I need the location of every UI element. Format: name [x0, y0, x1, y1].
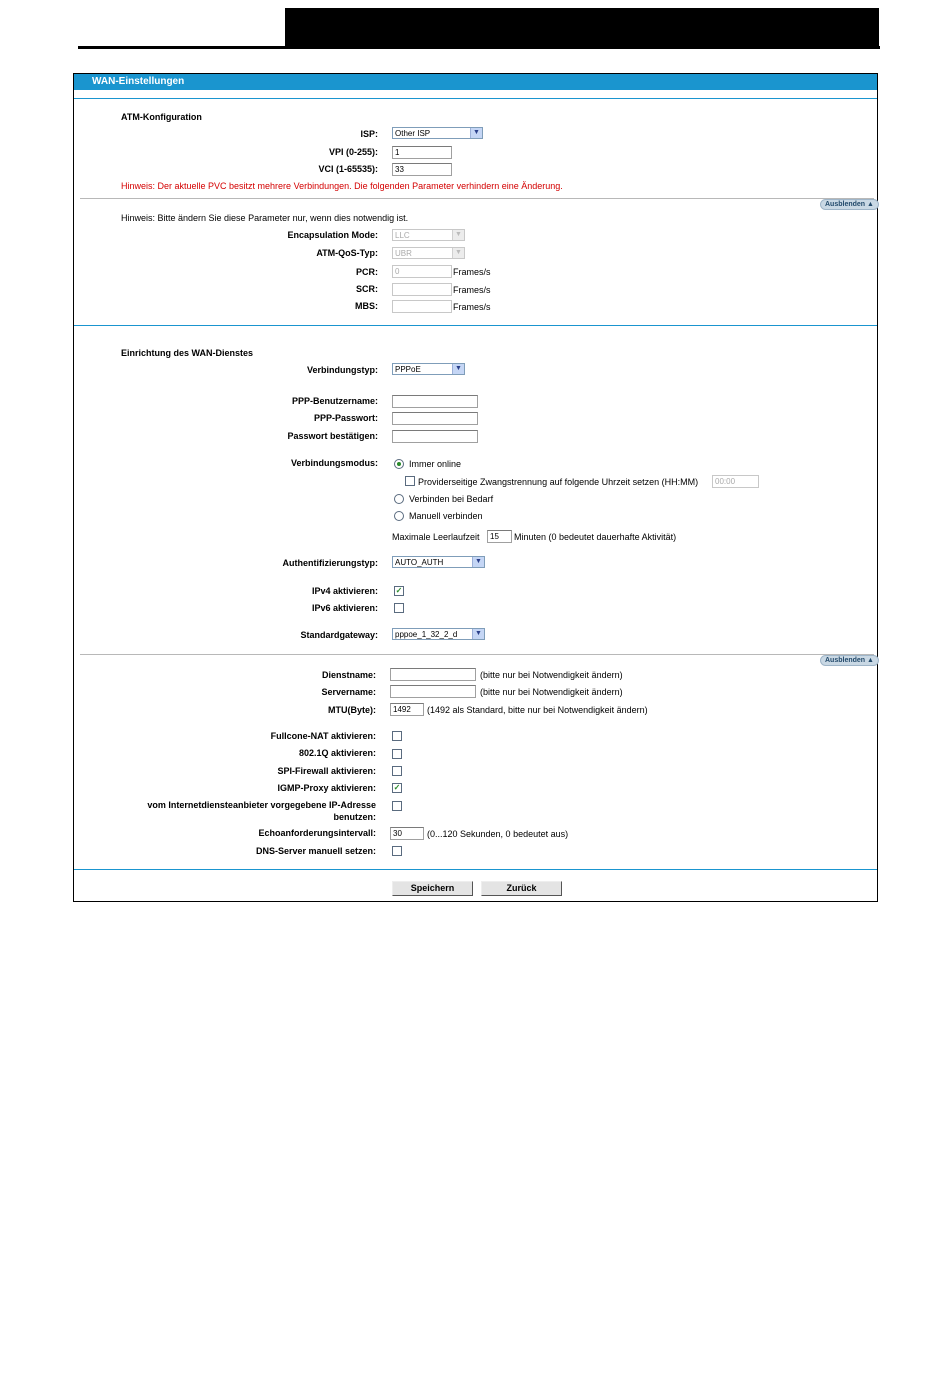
ipv6-checkbox[interactable]: [394, 603, 404, 613]
isp-label: ISP:: [360, 129, 378, 139]
scr-input[interactable]: [392, 283, 452, 296]
mode-always-label: Immer online: [409, 459, 462, 469]
hide-button[interactable]: Ausblenden ▲: [820, 199, 879, 210]
back-button[interactable]: Zurück: [481, 881, 562, 896]
vpi-input[interactable]: 1: [392, 146, 452, 159]
encap-select[interactable]: LLC ▼: [392, 229, 465, 241]
radio-on-demand[interactable]: [394, 494, 404, 504]
ppp-user-input[interactable]: [392, 395, 478, 408]
pcr-input[interactable]: 0: [392, 265, 452, 278]
chevron-down-icon: ▼: [452, 248, 464, 258]
forced-time-input[interactable]: 00:00: [712, 475, 759, 488]
divider: [80, 654, 874, 655]
idle-time-label: Maximale Leerlaufzeit: [392, 532, 480, 542]
save-button[interactable]: Speichern: [392, 881, 473, 896]
divider: [74, 869, 877, 870]
wan-section-title: Einrichtung des WAN-Dienstes: [121, 348, 254, 358]
conn-mode-label: Verbindungsmodus:: [290, 458, 378, 468]
mode-demand-label: Verbinden bei Bedarf: [409, 494, 494, 504]
conn-type-select[interactable]: PPPoE ▼: [392, 363, 465, 375]
fullcone-nat-checkbox[interactable]: [392, 731, 402, 741]
radio-manual[interactable]: [394, 511, 404, 521]
isp-ip-label-cont: benutzen:: [333, 812, 376, 822]
spi-firewall-checkbox[interactable]: [392, 766, 402, 776]
pcr-label: PCR:: [356, 267, 378, 277]
scr-unit: Frames/s: [453, 285, 491, 295]
igmp-proxy-label: IGMP-Proxy aktivieren:: [277, 783, 376, 793]
mtu-input[interactable]: 1492: [390, 703, 424, 716]
auth-type-label: Authentifizierungstyp:: [282, 558, 378, 568]
echo-interval-input[interactable]: 30: [390, 827, 424, 840]
confirm-pass-input[interactable]: [392, 430, 478, 443]
service-name-hint: (bitte nur bei Notwendigkeit ändern): [480, 670, 623, 680]
server-name-input[interactable]: [390, 685, 476, 698]
vlan-8021q-label: 802.1Q aktivieren:: [298, 748, 376, 758]
divider: [80, 198, 874, 199]
mtu-label: MTU(Byte):: [328, 705, 376, 715]
server-name-label: Servername:: [321, 687, 376, 697]
auth-type-select[interactable]: AUTO_AUTH ▼: [392, 556, 485, 568]
server-name-hint: (bitte nur bei Notwendigkeit ändern): [480, 687, 623, 697]
chevron-down-icon: ▼: [472, 557, 484, 567]
ppp-pass-label: PPP-Passwort:: [313, 413, 378, 423]
service-name-input[interactable]: [390, 668, 476, 681]
hide-button[interactable]: Ausblenden ▲: [820, 655, 879, 666]
ipv4-checkbox[interactable]: ✓: [395, 586, 403, 595]
service-name-label: Dienstname:: [321, 670, 376, 680]
fullcone-nat-label: Fullcone-NAT aktivieren:: [270, 731, 376, 741]
radio-always-online[interactable]: [394, 459, 404, 469]
ipv4-label: IPv4 aktivieren:: [311, 586, 378, 596]
dns-manual-checkbox[interactable]: [392, 846, 402, 856]
chevron-down-icon: ▼: [472, 629, 484, 639]
mode-manual-label: Manuell verbinden: [409, 511, 483, 521]
mbs-input[interactable]: [392, 300, 452, 313]
forced-disconnect-label: Providerseitige Zwangstrennung auf folgende Uhrzeit setzen (HH:MM): [418, 477, 699, 487]
chevron-down-icon: ▼: [470, 128, 482, 138]
scr-label: SCR:: [356, 284, 378, 294]
page-header-rule: [78, 46, 880, 49]
atm-note: Hinweis: Bitte ändern Sie diese Parameter nur, wenn dies notwendig ist.: [121, 213, 409, 223]
mbs-label: MBS:: [355, 301, 378, 311]
pvc-warning: Hinweis: Der aktuelle PVC besitzt mehrere Verbindungen. Die folgenden Parameter verhindern eine Änderung.: [121, 181, 563, 191]
idle-time-hint: Minuten (0 bedeutet dauerhafte Aktivität): [514, 532, 677, 542]
idle-time-input[interactable]: 15: [487, 530, 512, 543]
dns-manual-label: DNS-Server manuell setzen:: [255, 846, 376, 856]
ppp-pass-input[interactable]: [392, 412, 478, 425]
vlan-8021q-checkbox[interactable]: [392, 749, 402, 759]
mtu-hint: (1492 als Standard, bitte nur bei Notwendigkeit ändern): [427, 705, 648, 715]
panel-title: WAN-Einstellungen: [74, 74, 877, 90]
echo-interval-hint: (0...120 Sekunden, 0 bedeutet aus): [427, 829, 569, 839]
qos-select[interactable]: UBR ▼: [392, 247, 465, 259]
isp-select[interactable]: Other ISP ▼: [392, 127, 483, 139]
isp-ip-label: vom Internetdiensteanbieter vorgegebene IP-Adresse: [147, 800, 376, 810]
gateway-select[interactable]: pppoe_1_32_2_d ▼: [392, 628, 485, 640]
encap-label: Encapsulation Mode:: [287, 230, 378, 240]
qos-label: ATM-QoS-Typ:: [316, 248, 378, 258]
chevron-down-icon: ▼: [452, 364, 464, 374]
spi-firewall-label: SPI-Firewall aktivieren:: [277, 766, 376, 776]
vci-input[interactable]: 33: [392, 163, 452, 176]
igmp-proxy-checkbox[interactable]: ✓: [393, 783, 401, 792]
atm-section-title: ATM-Konfiguration: [121, 112, 202, 122]
isp-ip-checkbox[interactable]: [392, 801, 402, 811]
conn-type-label: Verbindungstyp:: [306, 365, 378, 375]
gateway-label: Standardgateway:: [300, 630, 378, 640]
pcr-unit: Frames/s: [453, 267, 491, 277]
ppp-user-label: PPP-Benutzername:: [291, 396, 378, 406]
vci-label: VCI (1-65535):: [318, 164, 378, 174]
confirm-pass-label: Passwort bestätigen:: [287, 431, 378, 441]
page-header-bar: [285, 8, 879, 48]
divider: [74, 325, 877, 326]
mbs-unit: Frames/s: [453, 302, 491, 312]
echo-interval-label: Echoanforderungsintervall:: [258, 828, 376, 838]
forced-disconnect-checkbox[interactable]: [405, 476, 415, 486]
ipv6-label: IPv6 aktivieren:: [311, 603, 378, 613]
vpi-label: VPI (0-255):: [328, 147, 378, 157]
chevron-down-icon: ▼: [452, 230, 464, 240]
divider: [74, 98, 877, 99]
